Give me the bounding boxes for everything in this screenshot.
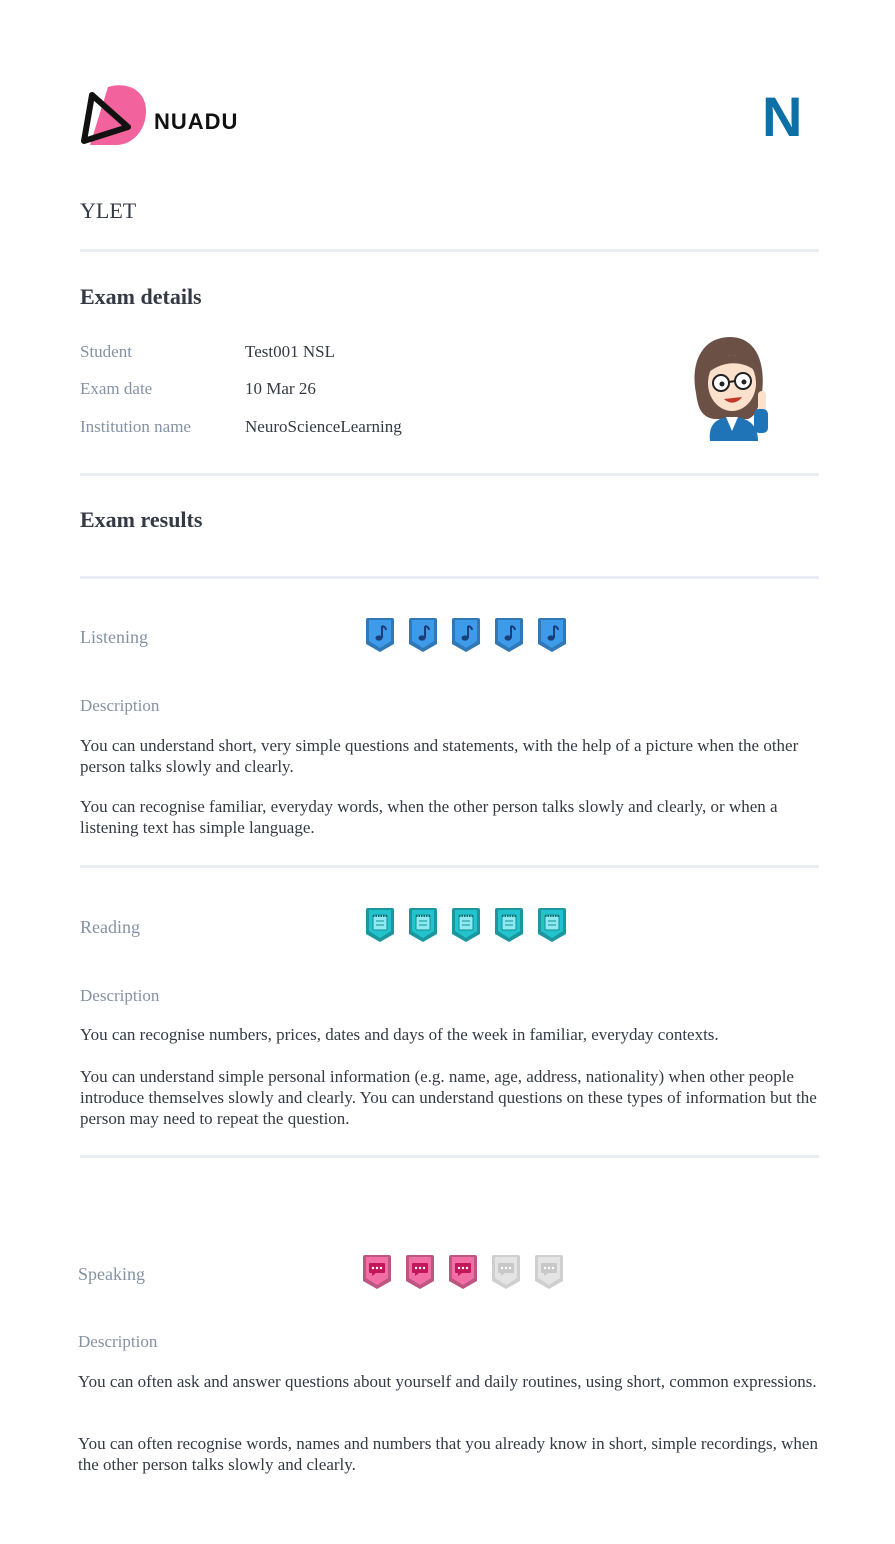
- institution-value: NeuroScienceLearning: [245, 417, 402, 436]
- reading-description-paragraph: You can understand simple personal information (e.g. name, age, address, nationality) when other people introduce themselves slowly and clearly. You can understand questions on these types of information but the person may need to repeat the question.: [80, 1067, 817, 1128]
- divider: [80, 576, 819, 579]
- partner-n-mark: N: [762, 85, 803, 148]
- reading-score-badges: [365, 907, 567, 943]
- exam-name: YLET: [80, 198, 137, 223]
- divider: [80, 865, 819, 868]
- nuadu-logo-icon: [80, 83, 150, 149]
- reading-label: Reading: [80, 917, 140, 937]
- speaking-description-label: Description: [78, 1332, 158, 1351]
- institution-label: Institution name: [80, 417, 191, 436]
- speaking-label: Speaking: [78, 1264, 145, 1284]
- earned-music-note-badge: [365, 617, 395, 653]
- nuadu-logo: [80, 83, 250, 149]
- speaking-description-paragraph: You can often recognise words, names and numbers that you already know in short, simple recordings, when the other person talks slowly and clearly.: [78, 1434, 818, 1474]
- reading-description-paragraph: You can recognise numbers, prices, dates and days of the week in familiar, everyday contexts.: [80, 1025, 719, 1044]
- earned-music-note-badge: [537, 617, 567, 653]
- brand-name: NUADU: [154, 109, 239, 134]
- earned-notepad-badge: [408, 907, 438, 943]
- teacher-avatar-icon: [688, 333, 774, 443]
- exam-date-label: Exam date: [80, 379, 153, 398]
- student-label: Student: [80, 342, 132, 361]
- listening-description-paragraph: You can recognise familiar, everyday words, when the other person talks slowly and clearly, or when a listening text has simple language.: [80, 797, 778, 837]
- exam-details-heading: Exam details: [80, 284, 202, 309]
- earned-notepad-badge: [537, 907, 567, 943]
- reading-description-label: Description: [80, 986, 160, 1005]
- earned-speech-bubble-badge: [405, 1254, 435, 1290]
- empty-score-badge: [491, 1254, 521, 1290]
- earned-music-note-badge: [494, 617, 524, 653]
- listening-description-paragraph: You can understand short, very simple questions and statements, with the help of a picture when the other person talks slowly and clearly.: [80, 736, 799, 776]
- earned-speech-bubble-badge: [362, 1254, 392, 1290]
- exam-date-value: 10 Mar 26: [245, 379, 316, 398]
- speaking-score-badges: [362, 1254, 564, 1290]
- empty-score-badge: [534, 1254, 564, 1290]
- earned-music-note-badge: [451, 617, 481, 653]
- student-avatar: [688, 333, 774, 443]
- earned-notepad-badge: [494, 907, 524, 943]
- listening-description-label: Description: [80, 696, 160, 715]
- earned-speech-bubble-badge: [448, 1254, 478, 1290]
- earned-music-note-badge: [408, 617, 438, 653]
- earned-notepad-badge: [365, 907, 395, 943]
- speaking-description-paragraph: You can often ask and answer questions about yourself and daily routines, using short, common expressions.: [78, 1372, 817, 1391]
- divider: [80, 473, 819, 476]
- listening-score-badges: [365, 617, 567, 653]
- listening-label: Listening: [80, 627, 148, 647]
- divider: [80, 249, 819, 252]
- student-value: Test001 NSL: [245, 342, 335, 361]
- divider: [80, 1155, 819, 1158]
- earned-notepad-badge: [451, 907, 481, 943]
- exam-results-heading: Exam results: [80, 507, 203, 532]
